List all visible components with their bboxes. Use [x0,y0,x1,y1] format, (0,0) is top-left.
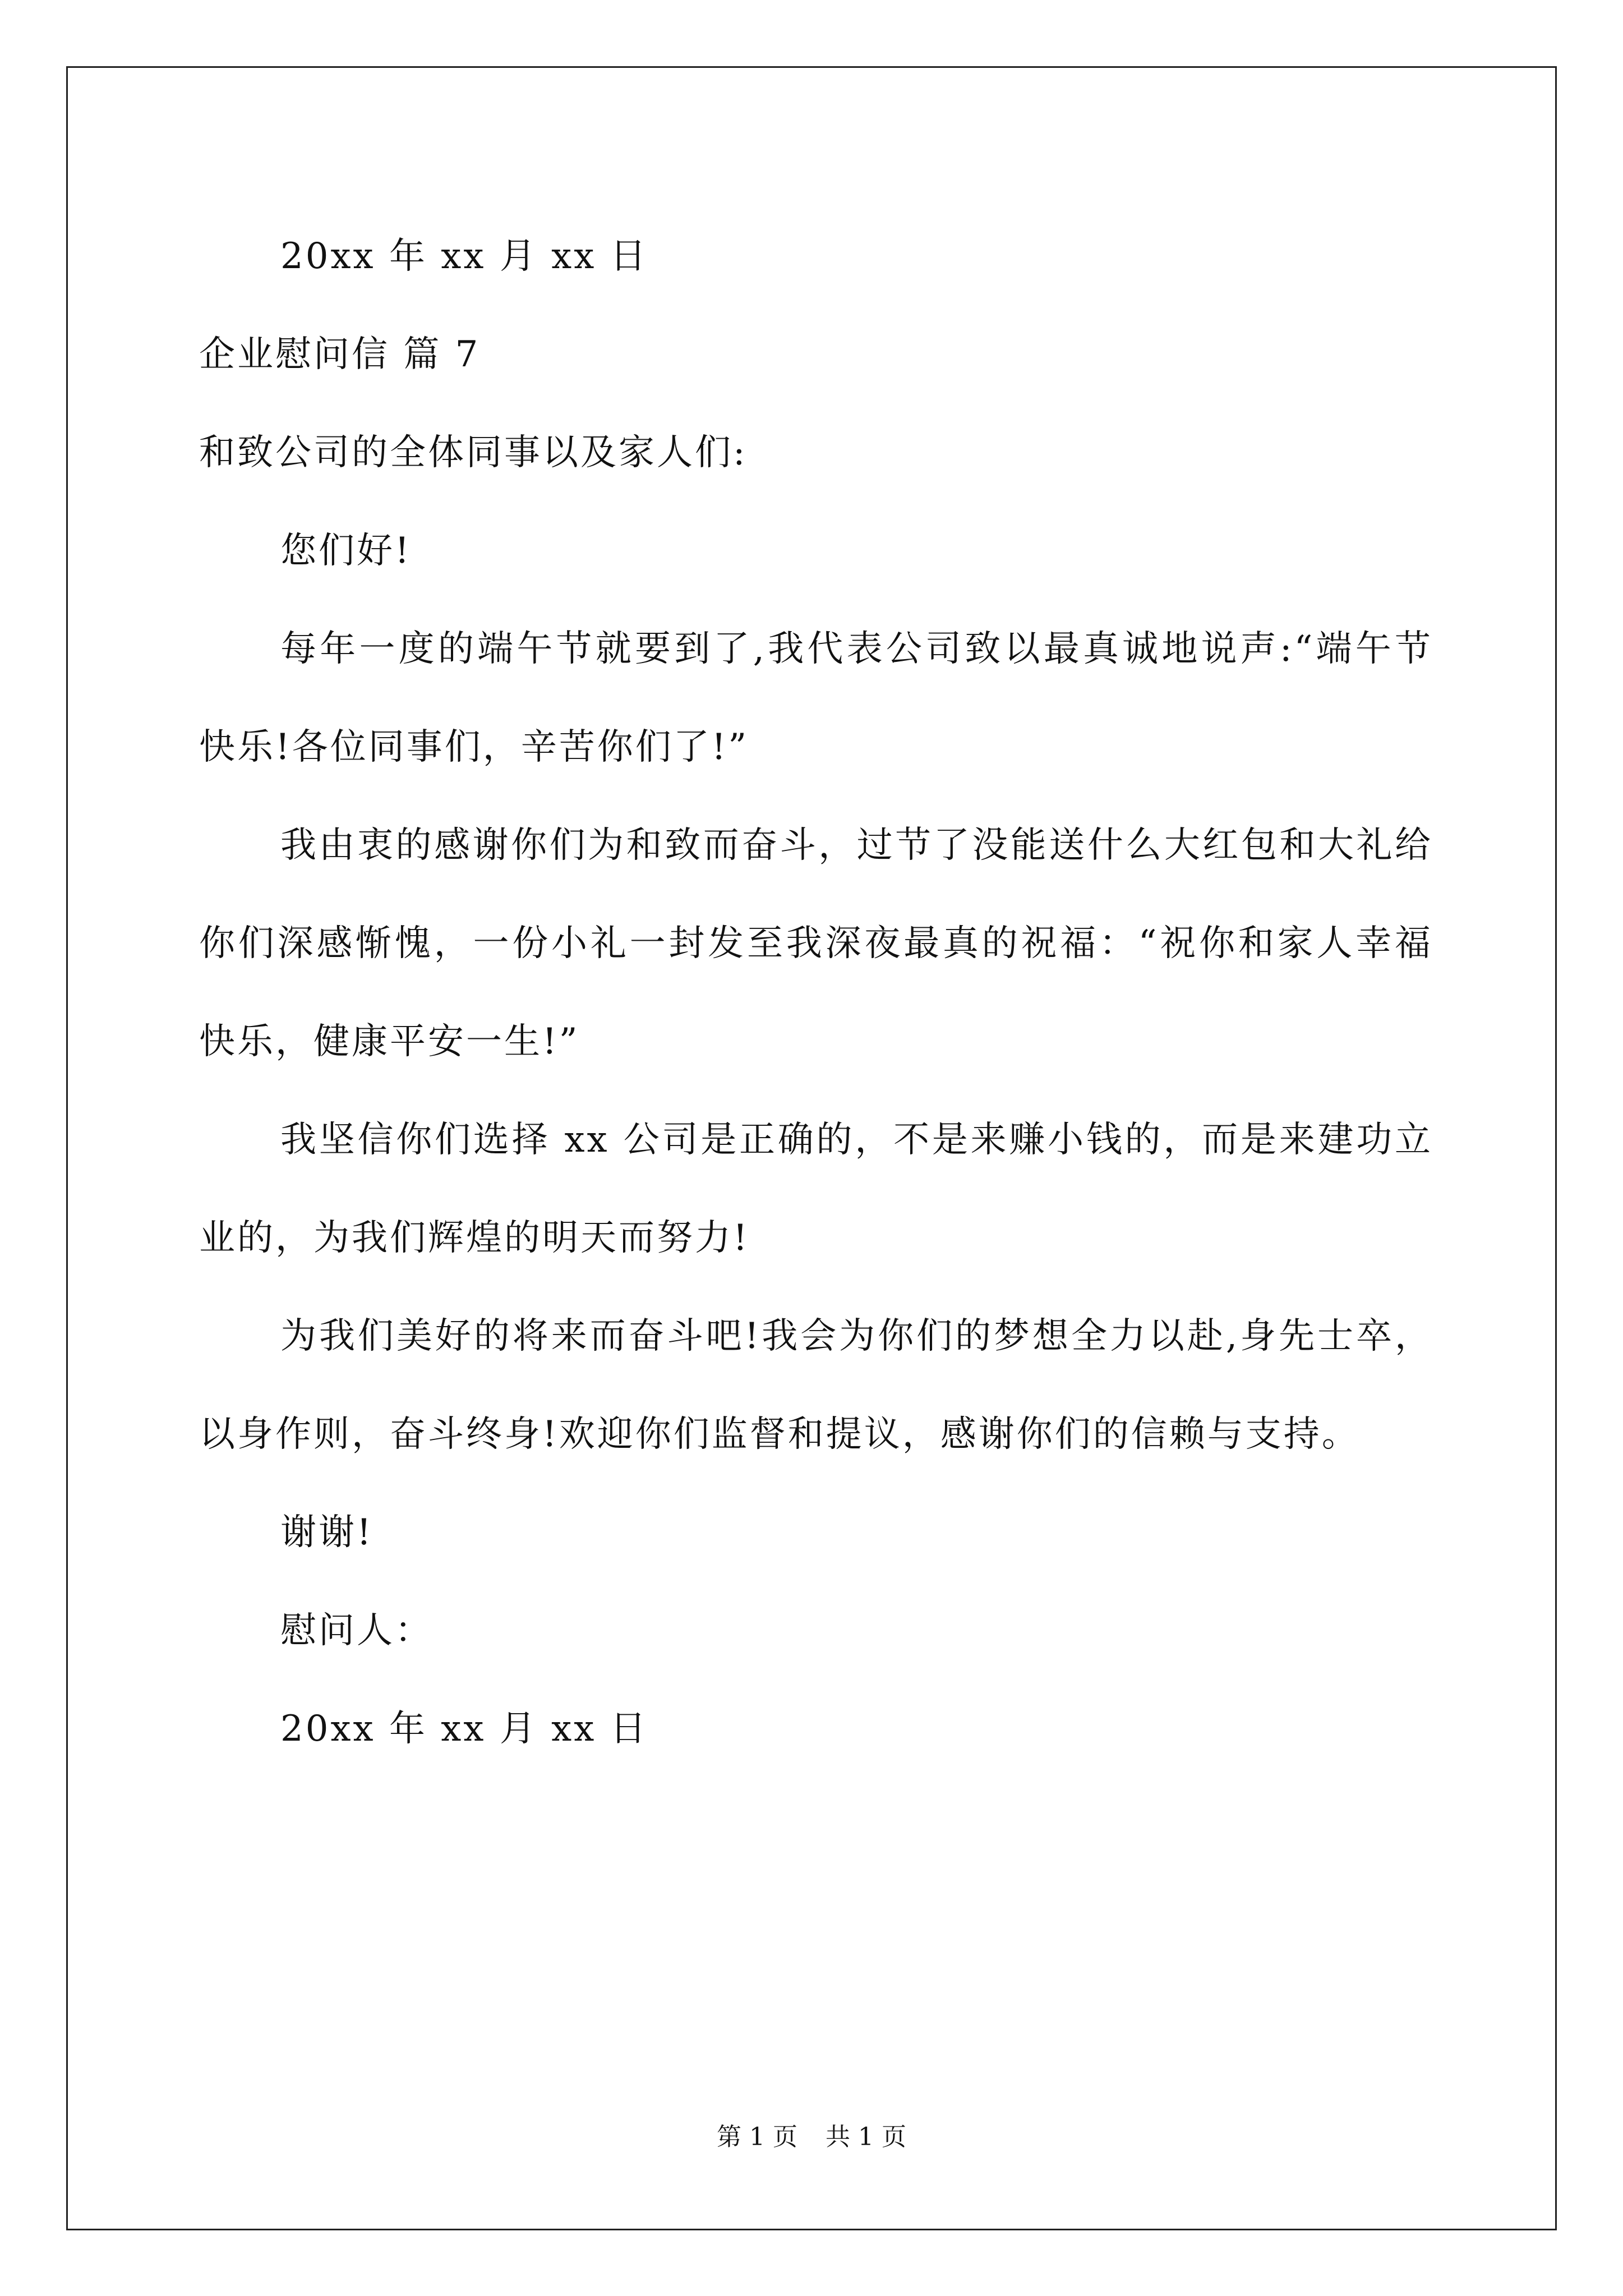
document-body [199,208,1433,1778]
date-line-bottom: 20xx 年 xx 月 xx 日 [280,1708,648,1750]
page-total: 共 1 页 [826,2123,906,2151]
date-line-top: 20xx 年 xx 月 xx 日 [280,236,648,277]
greeting: 您们好! [280,530,412,572]
body-paragraph: 我坚信你们选择 xx 公司是正确的，不是来赚小钱的，而是来建功立业的，为我们辉煌的明天而努力! [199,1119,1433,1259]
body-paragraph: 每年一度的端午节就要到了,我代表公司致以最真诚地说声:“端午节快乐!各位同事们，辛苦你们了!” [199,628,1433,768]
letter-title: 企业慰问信 篇 7 [199,334,481,375]
signature-label: 慰问人： [280,1610,433,1651]
page-number: 第 1 页 [717,2123,797,2151]
salutation: 和致公司的全体同事以及家人们: [199,432,748,473]
body-paragraph: 为我们美好的将来而奋斗吧!我会为你们的梦想全力以赴,身先士卒，以身作则，奋斗终身!欢迎你们监督和提议，感谢你们的信赖与支持。 [199,1315,1433,1455]
closing-thanks: 谢谢! [280,1512,374,1553]
body-paragraph: 我由衷的感谢你们为和致而奋斗，过节了没能送什么大红包和大礼给你们深感惭愧，一份小礼一封发至我深夜最真的祝福：“祝你和家人幸福快乐，健康平安一生!” [199,825,1433,1062]
page-footer [0,2120,1623,2154]
